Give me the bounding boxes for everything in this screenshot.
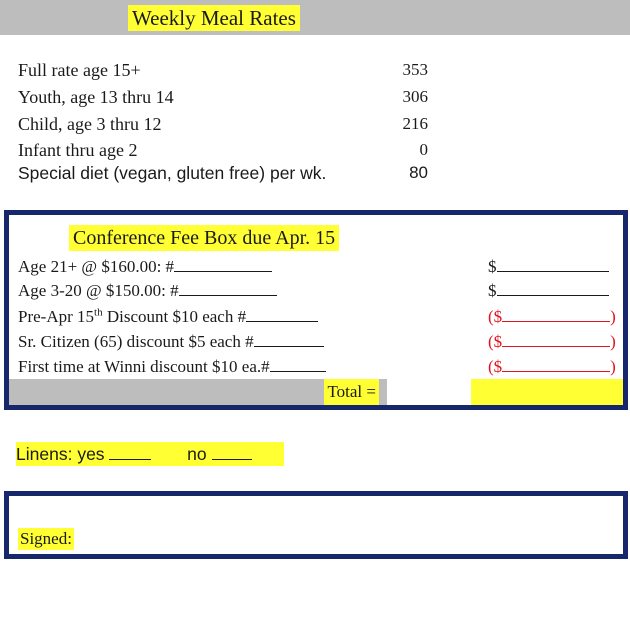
linens-no-label: no (187, 444, 207, 464)
fee-row-label (18, 355, 326, 379)
total-label: Total = (324, 379, 379, 405)
fee-amount (488, 355, 616, 379)
conference-fee-box (4, 210, 628, 410)
amount-prefix: $ (488, 281, 497, 300)
fee-row (18, 279, 618, 303)
count-blank[interactable] (246, 306, 318, 322)
count-blank[interactable] (270, 356, 326, 372)
meal-rate-label: Child, age 3 thru 12 (18, 114, 162, 134)
meal-rate-value: 80 (409, 163, 428, 182)
meal-rate-row (18, 57, 438, 83)
amount-prefix: $ (488, 257, 497, 276)
fee-row-label (18, 279, 277, 303)
amount-blank[interactable] (502, 356, 610, 372)
amount-blank[interactable] (497, 280, 609, 296)
amount-prefix: ($ (488, 357, 503, 376)
amount-prefix: ($ (488, 307, 503, 326)
meal-rate-label: Youth, age 13 thru 14 (18, 87, 174, 107)
fee-amount (488, 279, 609, 303)
linens-row (16, 442, 284, 466)
fee-row-label-text: Age 21+ @ $160.00: # (18, 257, 175, 276)
meal-rate-row (18, 160, 438, 186)
meal-rate-label: Full rate age 15+ (18, 60, 141, 80)
fee-amount (488, 330, 616, 354)
amount-blank[interactable] (497, 256, 609, 272)
fee-row-label-text: Sr. Citizen (65) discount $5 each # (18, 332, 254, 351)
meal-rate-value: 306 (402, 87, 428, 106)
signature-box[interactable] (4, 491, 628, 559)
fee-row-label-pre: Pre-Apr 15 (18, 307, 95, 326)
meal-rate-value: 216 (402, 114, 428, 133)
meal-rate-row (18, 111, 438, 137)
header-band (0, 0, 630, 35)
linens-yes-blank[interactable] (109, 445, 151, 460)
count-blank[interactable] (179, 280, 277, 296)
amount-suffix: ) (610, 357, 616, 376)
signed-label: Signed: (20, 529, 72, 548)
fee-row-label (18, 330, 324, 354)
amount-blank[interactable] (502, 331, 610, 347)
fee-row-label-post: Discount $10 each # (102, 307, 247, 326)
fee-row-label-sup: th (94, 306, 103, 319)
fee-row (18, 305, 618, 329)
meal-rate-value: 353 (402, 60, 428, 79)
fee-row (18, 330, 618, 354)
fee-row-label (18, 305, 318, 329)
amount-blank[interactable] (502, 306, 610, 322)
meal-rate-value: 0 (419, 140, 428, 159)
fee-box-title: Conference Fee Box due Apr. 15 (69, 225, 339, 251)
meal-rate-label: Infant thru age 2 (18, 140, 138, 160)
fee-row-label-text: First time at Winni discount $10 ea.# (18, 357, 270, 376)
amount-suffix: ) (610, 307, 616, 326)
linens-no-blank[interactable] (212, 445, 252, 460)
linens-label: Linens: (16, 444, 73, 464)
fee-amount (488, 255, 609, 279)
total-field[interactable] (471, 379, 623, 405)
meal-rate-label: Special diet (vegan, gluten free) per wk. (18, 163, 327, 183)
fee-amount (488, 305, 616, 329)
count-blank[interactable] (174, 256, 272, 272)
page-title: Weekly Meal Rates (128, 5, 300, 31)
fee-row (18, 255, 618, 279)
meal-rate-row (18, 84, 438, 110)
fee-row (18, 355, 618, 379)
linens-yes-label: yes (77, 444, 105, 464)
amount-prefix: ($ (488, 332, 503, 351)
total-band (9, 379, 387, 405)
count-blank[interactable] (254, 331, 324, 347)
fee-row-label-text: Age 3-20 @ $150.00: # (18, 281, 179, 300)
fee-row-label (18, 255, 272, 279)
amount-suffix: ) (610, 332, 616, 351)
